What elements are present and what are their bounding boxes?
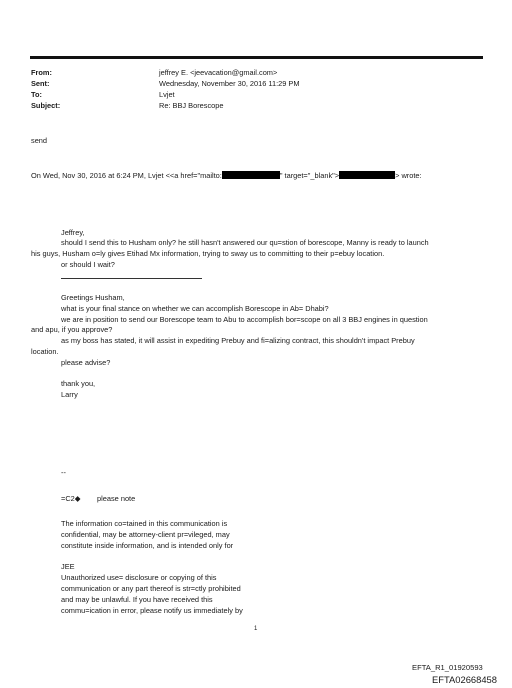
disclaimer-line: confidential, may be attorney-client pr=vileged, may <box>61 530 230 539</box>
subject-value: Re: BBJ Borescope <box>159 101 224 110</box>
body-line: and apu, if you approve? <box>31 325 113 334</box>
sent-value: Wednesday, November 30, 2016 11:29 PM <box>159 79 300 88</box>
signature-dashes: -- <box>61 468 66 477</box>
body-line: we are in position to send our Borescope team to Abu to accomplish bor=scope on all 3 BBJ engines in question <box>61 315 428 324</box>
quoted-line: his guys, Husham o=ly gives Etihad Mx information, trying to sway us to committing to their p=ebuy location. <box>31 249 385 258</box>
body-line: please advise? <box>61 358 111 367</box>
body-line: location. <box>31 347 59 356</box>
subject-label: Subject: <box>31 101 61 110</box>
reply-text: send <box>31 136 48 145</box>
quote-header <box>31 171 422 180</box>
to-value: Lvjet <box>159 90 175 99</box>
greeting-line: Greetings Husham, <box>61 293 125 302</box>
disclaimer-line: communication or any part thereof is str=ctly prohibited <box>61 584 241 593</box>
closing-line: thank you, <box>61 379 96 388</box>
header-rule <box>30 56 483 59</box>
bates-number-primary: EFTA_R1_01920593 <box>412 663 483 672</box>
disclaimer-heading: JEE <box>61 562 75 571</box>
quoted-line: should I send this to Husham only? he still hasn't answered our qu=stion of borescope, Manny is ready to launch <box>61 238 429 247</box>
quoted-line: or should I wait? <box>61 260 115 269</box>
body-line: as my boss has stated, it will assist in expediting Prebuy and fi=alizing contract, this shouldn't impact Prebuy <box>61 336 415 345</box>
quote-suffix: > wrote: <box>395 171 422 180</box>
bates-number-secondary: EFTA02668458 <box>432 674 497 685</box>
quoted-greeting: Jeffrey, <box>61 228 85 237</box>
page-number: 1 <box>254 626 258 632</box>
disclaimer-line: and may be unlawful. If you have received this <box>61 595 213 604</box>
separator-line <box>61 278 202 279</box>
please-note: please note <box>97 494 136 503</box>
body-line: what is your final stance on whether we can accomplish Borescope in Ab= Dhabi? <box>61 304 329 313</box>
disclaimer-line: Unauthorized use= disclosure or copying of this <box>61 573 217 582</box>
quote-mid: " target="_blank"> <box>279 171 340 180</box>
to-label: To: <box>31 90 42 99</box>
disclaimer-line: constitute inside information, and is intended only for <box>61 541 234 550</box>
redaction-box <box>222 171 280 179</box>
signature: Larry <box>61 390 78 399</box>
sent-label: Sent: <box>31 79 50 88</box>
encoding-artifact: =C2◆ <box>61 494 81 503</box>
from-label: From: <box>31 68 52 77</box>
disclaimer-line: commu=ication in error, please notify us immediately by <box>61 606 243 615</box>
disclaimer-line: The information co=tained in this communication is <box>61 519 228 528</box>
redaction-box <box>339 171 395 179</box>
quote-prefix: On Wed, Nov 30, 2016 at 6:24 PM, Lvjet <<a href="mailto: <box>31 171 222 180</box>
from-value: jeffrey E. <jeevacation@gmail.com> <box>159 68 278 77</box>
